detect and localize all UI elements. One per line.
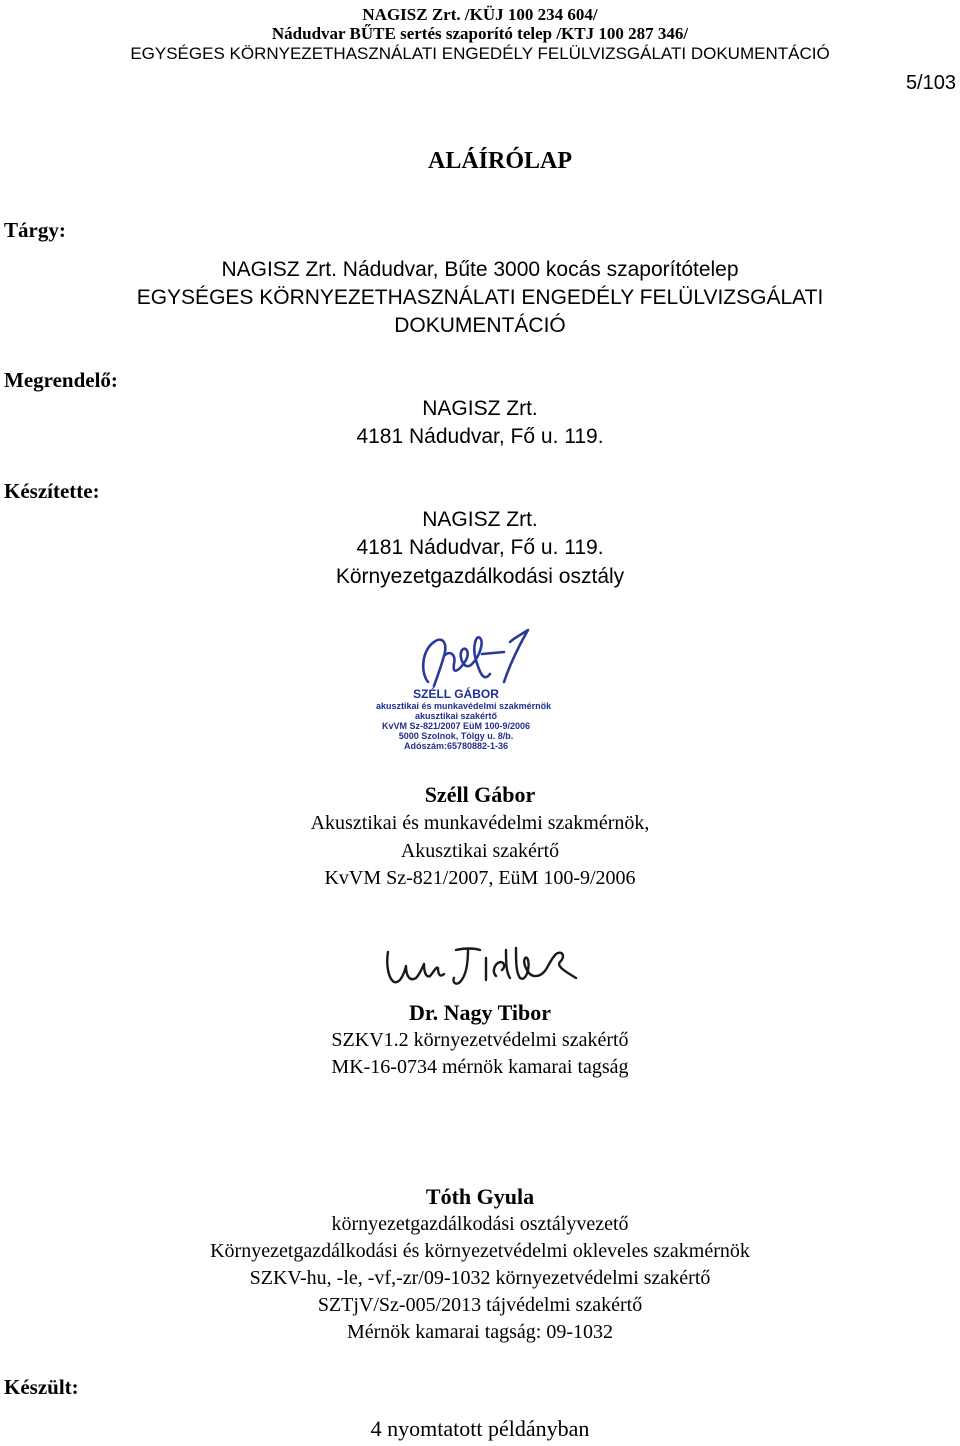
subject-line1: NAGISZ Zrt. Nádudvar, Bűte 3000 kocás szaporítótelep bbox=[221, 258, 739, 281]
stamp-name: SZÉLL GÁBOR bbox=[413, 687, 499, 701]
made-label: Készült: bbox=[4, 1375, 79, 1399]
signatory3-line3: SZKV-hu, -le, -vf,-zr/09-1032 környezetvédelmi szakértő bbox=[249, 1267, 711, 1289]
stamp-line5: Adószám:65780882-1-36 bbox=[403, 741, 509, 751]
signatory3-name: Tóth Gyula bbox=[425, 1184, 535, 1209]
signatory1-line2: Akusztikai szakértő bbox=[400, 840, 560, 862]
header-company: NAGISZ Zrt. /KÜJ 100 234 604/ bbox=[362, 5, 598, 24]
signatory2-name: Dr. Nagy Tibor bbox=[408, 1000, 551, 1025]
page-number: 5/103 bbox=[905, 72, 956, 94]
stamp bbox=[376, 687, 552, 751]
signature-szell-gabor bbox=[410, 620, 550, 695]
signatory3-line2: Környezetgazdálkodási és környezetvédelmi okleveles szakmérnök bbox=[210, 1240, 750, 1262]
page-title: ALÁÍRÓLAP bbox=[427, 148, 572, 174]
client-name: NAGISZ Zrt. bbox=[422, 397, 538, 420]
header-document-title: EGYSÉGES KÖRNYEZETHASZNÁLATI ENGEDÉLY FELÜLVIZSGÁLATI DOKUMENTÁCIÓ bbox=[130, 44, 830, 63]
stamp-line4: 5000 Szolnok, Tölgy u. 8/b. bbox=[398, 731, 514, 741]
signatory1-name: Széll Gábor bbox=[424, 782, 536, 807]
signature-nagy-tibor bbox=[380, 938, 585, 996]
prepared-by-label: Készítette: bbox=[4, 479, 100, 503]
header-site: Nádudvar BŰTE sertés szaporító telep /KTJ 100 287 346/ bbox=[271, 24, 689, 43]
signatory3-line4: SZTjV/Sz-005/2013 tájvédelmi szakértő bbox=[317, 1294, 643, 1316]
stamp-line3: KvVM Sz-821/2007 EüM 100-9/2006 bbox=[381, 721, 531, 731]
made-value: 4 nyomtatott példányban bbox=[370, 1416, 590, 1441]
client-label: Megrendelő: bbox=[4, 368, 118, 392]
stamp-line2: akusztikai szakértő bbox=[414, 711, 498, 721]
prepared-by-name: NAGISZ Zrt. bbox=[422, 508, 538, 531]
subject-line3: DOKUMENTÁCIÓ bbox=[394, 314, 566, 337]
stamp-line1: akusztikai és munkavédelmi szakmérnök bbox=[376, 701, 552, 711]
signatory1-line1: Akusztikai és munkavédelmi szakmérnök, bbox=[310, 812, 650, 834]
signatory2-line1: SZKV1.2 környezetvédelmi szakértő bbox=[331, 1029, 629, 1051]
signatory3-line5: Mérnök kamarai tagság: 09-1032 bbox=[346, 1321, 614, 1343]
prepared-by-address: 4181 Nádudvar, Fő u. 119. bbox=[356, 536, 604, 559]
signatory2-line2: MK-16-0734 mérnök kamarai tagság bbox=[331, 1056, 629, 1078]
prepared-by-department: Környezetgazdálkodási osztály bbox=[335, 565, 625, 588]
signatory3-line1: környezetgazdálkodási osztályvezető bbox=[331, 1213, 629, 1235]
client-address: 4181 Nádudvar, Fő u. 119. bbox=[356, 425, 604, 448]
subject-label: Tárgy: bbox=[4, 218, 66, 242]
subject-line2: EGYSÉGES KÖRNYEZETHASZNÁLATI ENGEDÉLY FELÜLVIZSGÁLATI bbox=[136, 286, 824, 309]
signatory1-line3: KvVM Sz-821/2007, EüM 100-9/2006 bbox=[324, 867, 636, 889]
